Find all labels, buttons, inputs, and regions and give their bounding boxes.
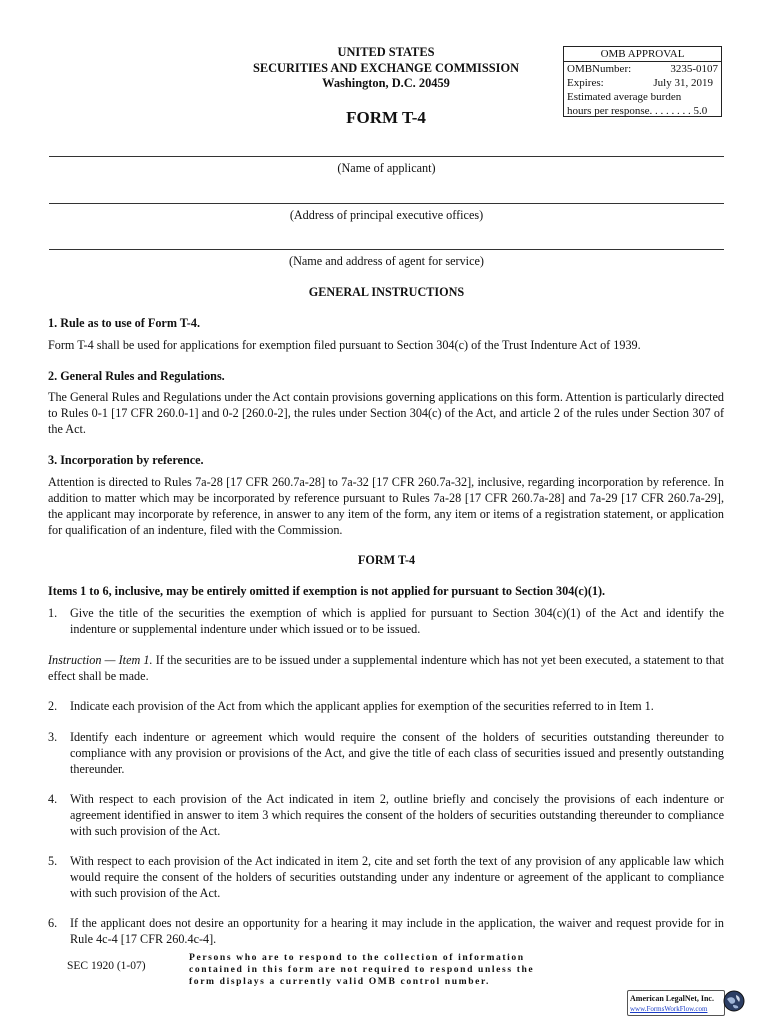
instruction-item-1 (48, 652, 724, 684)
omb-approval-title: OMB APPROVAL (564, 47, 721, 62)
agency-line-3: Washington, D.C. 20459 (322, 76, 450, 90)
omb-notice-line-2: contained in this form are not required to respond unless the (189, 964, 535, 975)
item-3-number: 3. (48, 730, 58, 744)
agency-line-1: UNITED STATES (337, 45, 435, 59)
publisher-name: American LegalNet, Inc. (630, 994, 714, 1003)
agency-line-2: SECURITIES AND EXCHANGE COMMISSION (252, 60, 520, 75)
omb-burden-line-2: hours per response. . . . . . . . 5.0 (567, 105, 708, 117)
instruction-text: If the securities are to be issued under a supplemental indenture which has not yet been executed, a statement to that effect shall be made. (48, 653, 724, 683)
item-1-number: 1. (48, 606, 58, 620)
applicant-name-caption: (Name of applicant) (337, 161, 436, 175)
publisher-badge[interactable] (627, 990, 747, 1020)
form-title: FORM T-4 (346, 108, 426, 127)
instruction-label: Instruction — Item 1. (48, 653, 153, 667)
section-1-heading: 1. Rule as to use of Form T-4. (48, 316, 201, 330)
item-2-text: Indicate each provision of the Act from which the applicant applies for exemption of the securities referred to in Item 1. (70, 699, 654, 713)
item-2-number: 2. (48, 699, 58, 713)
omb-number-row (567, 62, 718, 76)
omb-approval-box (563, 46, 722, 117)
omb-expires-value: July 31, 2019 (653, 77, 713, 89)
agency-header (230, 45, 542, 92)
omb-notice-line-1: Persons who are to respond to the collection of information (189, 952, 525, 963)
sec-form-code: SEC 1920 (1-07) (67, 960, 146, 972)
item-4-text: With respect to each provision of the Act indicated in item 2, outline briefly and concisely the provisions of each indenture or agreement identified in answer to item 3 which requires the consent of the holders of securities outstanding thereunder to compliance with such provision of the Act. (70, 792, 724, 838)
omb-notice (189, 952, 589, 988)
item-3-text: Identify each indenture or agreement which would require the consent of the holders of securities outstanding thereunder to compliance with any provision or provisions of the Act, and give the title of each class of securities issued and presently outstanding thereunder. (70, 730, 724, 776)
general-instructions-title: GENERAL INSTRUCTIONS (308, 285, 465, 299)
omb-expires-row (567, 76, 718, 90)
omb-expires-label: Expires: (567, 77, 604, 89)
omb-number-value: 3235-0107 (670, 63, 718, 75)
omb-number-label: OMBNumber: (567, 63, 632, 75)
agent-name-address-caption: (Name and address of agent for service) (289, 254, 484, 268)
section-2-body: The General Rules and Regulations under the Act contain provisions governing applications on this form. Attention is particularly directed to Rules 0-1 [17 CFR 260.0-1] and 0-2 [260.0-2], the rules under Section 304(c) of the Act, and article 2 of the rules under Section 307 of the Act. (48, 390, 724, 436)
omission-note: Items 1 to 6, inclusive, may be entirely omitted if exemption is not applied for pursuant to Section 304(c)(1). (48, 584, 606, 598)
applicant-name-line[interactable] (49, 156, 724, 157)
section-3-heading: 3. Incorporation by reference. (48, 453, 204, 467)
section-3-body: Attention is directed to Rules 7a-28 [17 CFR 260.7a-28] to 7a-32 [17 CFR 260.7a-32], inclusive, regarding incorporation by reference. In addition to matter which may be incorporated by reference pursuant to Rules 7a-28 [17 CFR 260.7a-28] and 7a-29 [17 CFR 260.7a-29], the applicant may incorporate by reference, in answer to any item of the form, any item or items of a registration statement, or application for qualification of an indenture, filed with the Commission. (48, 475, 724, 537)
form-section-title: FORM T-4 (357, 553, 416, 567)
item-6-number: 6. (48, 916, 58, 930)
globe-icon (723, 990, 745, 1012)
item-1-text: Give the title of the securities the exemption of which is applied for pursuant to Section 304(c)(1) of the Act and identify the indenture or supplemental indenture under which issued or to be issued. (70, 606, 724, 636)
executive-address-line[interactable] (49, 203, 724, 204)
agent-name-address-line[interactable] (49, 249, 724, 250)
item-5-number: 5. (48, 854, 58, 868)
section-2-heading: 2. General Rules and Regulations. (48, 369, 225, 383)
executive-address-caption: (Address of principal executive offices) (289, 208, 484, 222)
item-5-text: With respect to each provision of the Act indicated in item 2, cite and set forth the text of any provision of any applicable law which would require the consent of the holders of securities outstanding under any indenture or agreement of the applicant to compliance with such provision of the Act. (70, 854, 724, 900)
section-1-body: Form T-4 shall be used for applications for exemption filed pursuant to Section 304(c) of the Trust Indenture Act of 1939. (48, 338, 641, 352)
omb-burden-line-1: Estimated average burden (567, 91, 682, 103)
omb-notice-line-3: form displays a currently valid OMB control number. (189, 976, 491, 987)
item-4-number: 4. (48, 792, 58, 806)
publisher-link[interactable]: www.FormsWorkFlow.com (630, 1005, 708, 1013)
item-6-text: If the applicant does not desire an opportunity for a hearing it may include in the application, the waiver and request provide for in Rule 4c-4 [17 CFR 260.4c-4]. (70, 916, 724, 946)
